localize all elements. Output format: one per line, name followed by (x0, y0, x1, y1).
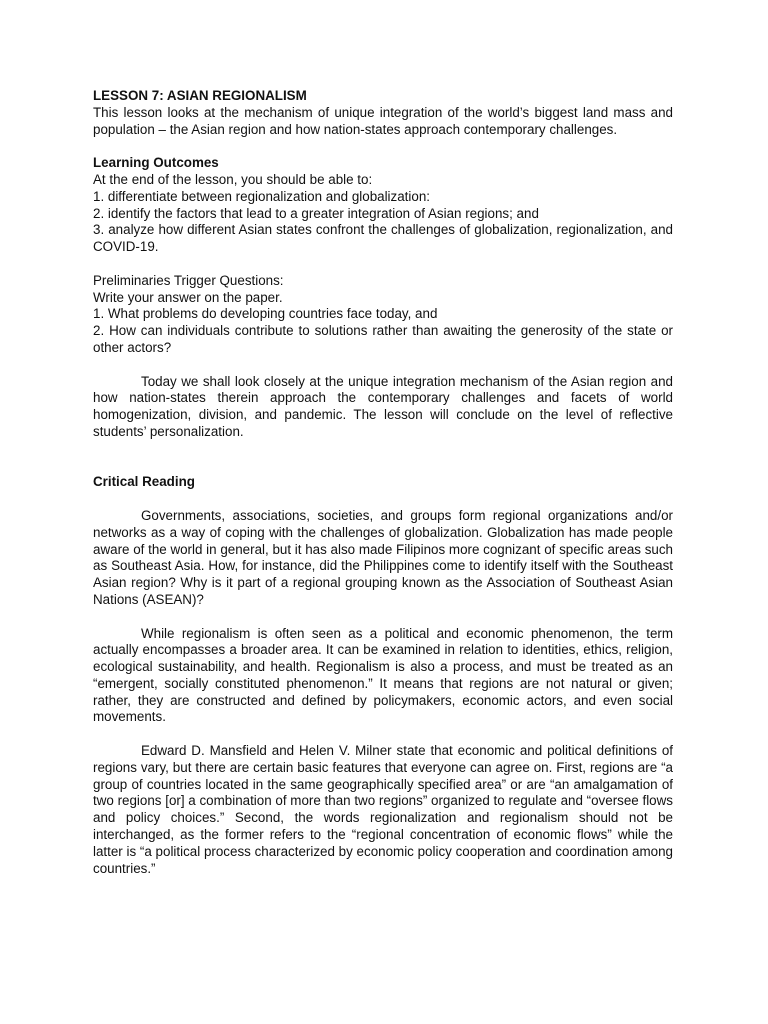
learning-outcome-item: 1. differentiate between regionalization and globalization: (93, 188, 430, 204)
document-page (93, 88, 673, 877)
spacer (93, 357, 673, 374)
spacer (93, 491, 673, 508)
spacer (93, 441, 673, 475)
learning-outcomes-heading: Learning Outcomes (93, 155, 219, 171)
critical-reading-paragraph: Edward D. Mansfield and Helen V. Milner state that economic and political definitions of regions vary, but there are certain basic features that everyone can agree on. First, regions are “a group of countries located in the same geographically specified area” or are “an amalgamation of two regions [or] a combination of more than two regions” organized to regulate and “oversee flows and policy choices.” Second, the words regionalization and regionalism should not be interchanged, as the former refers to the “regional concentration of economic flows” while the latter is “a political process characterized by economic policy cooperation and coordination among countries.” (93, 743, 673, 876)
learning-outcome-item: 3. analyze how different Asian states confront the challenges of globalization, regionalization, and COVID-19. (93, 222, 673, 255)
preliminaries-closing: Today we shall look closely at the unique integration mechanism of the Asian region and how nation-states therein approach the contemporary challenges and facets of world homogenization, division, and pandemic. The lesson will conclude on the level of reflective students’ personalization. (93, 373, 673, 439)
trigger-question: 1. What problems do developing countries face today, and (93, 306, 438, 322)
critical-reading-paragraph: While regionalism is often seen as a political and economic phenomenon, the term actually encompasses a broader area. It can be examined in relation to identities, ethics, religion, ecological sustainability, and health. Regionalism is also a process, and must be treated as an “emergent, socially constituted phenomenon.” It means that regions are not natural or given; rather, they are constructed and defined by policymakers, economic actors, and even social movements. (93, 625, 673, 725)
critical-reading-paragraph: Governments, associations, societies, and groups form regional organizations and/or networks as a way of coping with the challenges of globalization. Globalization has made people aware of the world in general, but it has also made Filipinos more cognizant of specific areas such as Southeast Asia. How, for instance, did the Philippines come to identify itself with the Southeast Asian region? Why is it part of a regional grouping known as the Association of Southeast Asian Nations (ASEAN)? (93, 507, 673, 607)
lesson-intro: This lesson looks at the mechanism of unique integration of the world’s biggest land mass and population – the Asian region and how nation-states approach contemporary challenges. (93, 104, 673, 137)
preliminaries-heading: Preliminaries Trigger Questions: (93, 272, 284, 288)
preliminaries-instruction: Write your answer on the paper. (93, 289, 283, 305)
spacer (93, 138, 673, 155)
spacer (93, 726, 673, 743)
spacer (93, 609, 673, 626)
lesson-title: LESSON 7: ASIAN REGIONALISM (93, 88, 307, 103)
learning-outcome-item: 2. identify the factors that lead to a greater integration of Asian regions; and (93, 205, 539, 221)
learning-outcomes-lead: At the end of the lesson, you should be able to: (93, 171, 373, 187)
trigger-question: 2. How can individuals contribute to solutions rather than awaiting the generosity of the state or other actors? (93, 323, 673, 355)
spacer (93, 256, 673, 273)
critical-reading-heading: Critical Reading (93, 474, 195, 490)
